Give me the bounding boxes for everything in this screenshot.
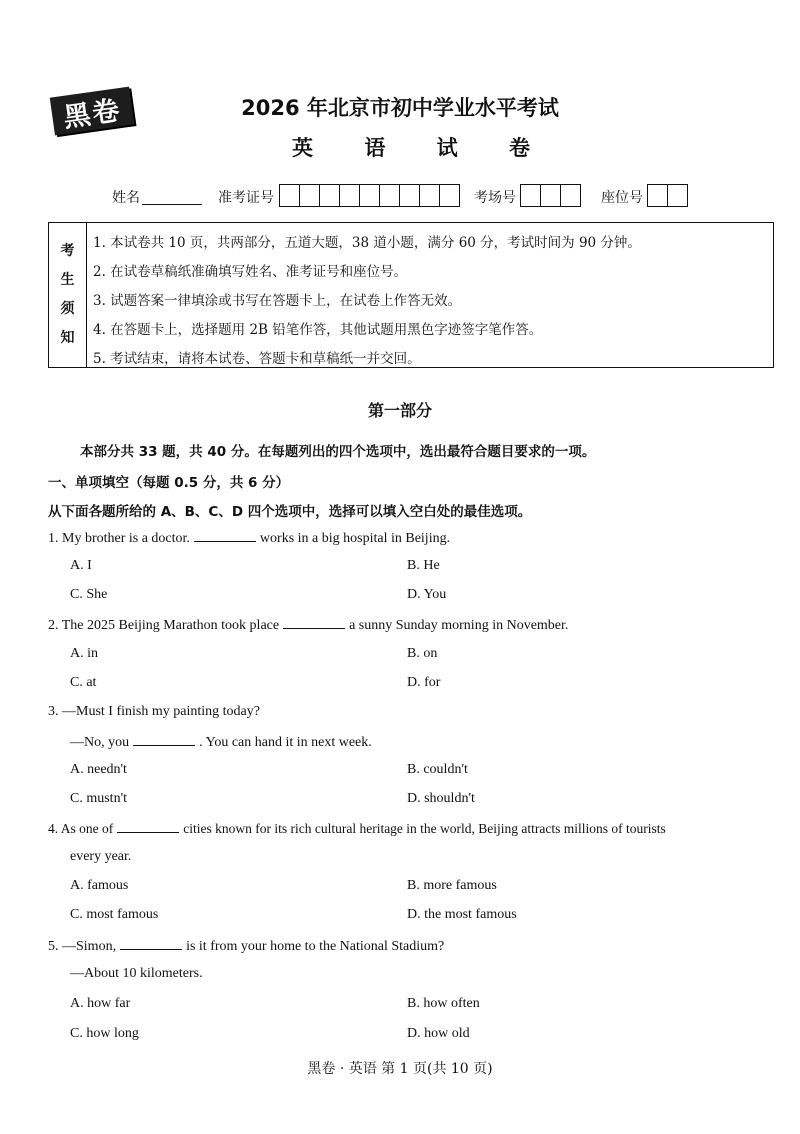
question-5-reply: —About 10 kilometers. xyxy=(70,966,203,981)
question-4: 4. As one of cities known for its rich cultural heritage in the world, Beijing attracts millions of tourists xyxy=(48,821,666,836)
option-a: A. I xyxy=(70,558,92,573)
option-c: C. at xyxy=(70,675,97,690)
notice-item: 5. 考试结束，请将本试卷、答题卡和草稿纸一并交回。 xyxy=(93,351,421,367)
option-b: B. how often xyxy=(407,996,480,1011)
option-c: C. how long xyxy=(70,1026,139,1041)
question-1: 1. My brother is a doctor. works in a big hospital in Beijing. xyxy=(48,531,451,546)
exam-title: 2026 年北京市初中学业水平考试 xyxy=(241,96,559,120)
option-d: D. shouldn't xyxy=(407,791,475,806)
answer-blank xyxy=(283,616,345,629)
option-a: A. how far xyxy=(70,996,131,1011)
option-c: C. mustn't xyxy=(70,791,127,806)
option-b: B. more famous xyxy=(407,878,497,893)
page-footer: 黑卷 · 英语 第 1 页(共 10 页) xyxy=(307,1061,493,1077)
option-c: C. most famous xyxy=(70,907,159,922)
question-2: 2. The 2025 Beijing Marathon took place a sunny Sunday morning in November. xyxy=(48,618,569,633)
seat-number-boxes[interactable] xyxy=(647,184,688,207)
part-intro: 本部分共 33 题，共 40 分。在每题列出的四个选项中，选出最符合题目要求的一项。 xyxy=(80,444,596,460)
option-a: A. needn't xyxy=(70,762,127,777)
notice-side-label: 考 生 须 知 xyxy=(49,223,87,367)
option-d: D. the most famous xyxy=(407,907,517,922)
answer-blank xyxy=(120,937,182,950)
option-d: D. You xyxy=(407,587,447,602)
option-d: D. how old xyxy=(407,1026,470,1041)
notice-item: 4. 在答题卡上，选择题用 2B 铅笔作答，其他试题用黑色字迹签字笔作答。 xyxy=(93,322,543,338)
question-3-reply: —No, you . You can hand it in next week. xyxy=(70,735,372,750)
notice-item: 2. 在试卷草稿纸准确填写姓名、准考证号和座位号。 xyxy=(93,264,408,280)
option-b: B. couldn't xyxy=(407,762,468,777)
exam-number-boxes[interactable] xyxy=(279,184,460,207)
name-field[interactable] xyxy=(142,186,202,205)
option-a: A. in xyxy=(70,646,98,661)
question-4-cont: every year. xyxy=(70,849,132,864)
option-d: D. for xyxy=(407,675,441,690)
answer-blank xyxy=(194,529,256,542)
section-instructions: 从下面各题所给的 A、B、C、D 四个选项中，选择可以填入空白处的最佳选项。 xyxy=(48,504,532,520)
answer-blank xyxy=(117,820,179,833)
exam-subtitle: 英 语 试 卷 xyxy=(292,136,552,160)
answer-blank xyxy=(133,733,195,746)
brand-badge: 黑卷 xyxy=(50,87,135,136)
option-b: B. He xyxy=(407,558,440,573)
notice-item: 3. 试题答案一律填涂或书写在答题卡上，在试卷上作答无效。 xyxy=(93,293,462,309)
room-number-label: 考场号 xyxy=(474,190,516,206)
candidate-notice-box xyxy=(48,222,774,368)
option-b: B. on xyxy=(407,646,438,661)
option-a: A. famous xyxy=(70,878,129,893)
room-number-boxes[interactable] xyxy=(520,184,581,207)
question-5: 5. —Simon, is it from your home to the National Stadium? xyxy=(48,939,445,954)
section-title: 一、单项填空（每题 0.5 分，共 6 分） xyxy=(48,475,290,491)
question-3: 3. —Must I finish my painting today? xyxy=(48,704,260,719)
option-c: C. She xyxy=(70,587,108,602)
seat-number-label: 座位号 xyxy=(601,190,643,206)
part-title: 第一部分 xyxy=(367,401,432,420)
notice-item: 1. 本试卷共 10 页，共两部分，五道大题，38 道小题，满分 60 分，考试时间为 90 分钟。 xyxy=(93,235,641,251)
exam-number-label: 准考证号 xyxy=(218,190,274,206)
name-label: 姓名 xyxy=(112,190,140,206)
